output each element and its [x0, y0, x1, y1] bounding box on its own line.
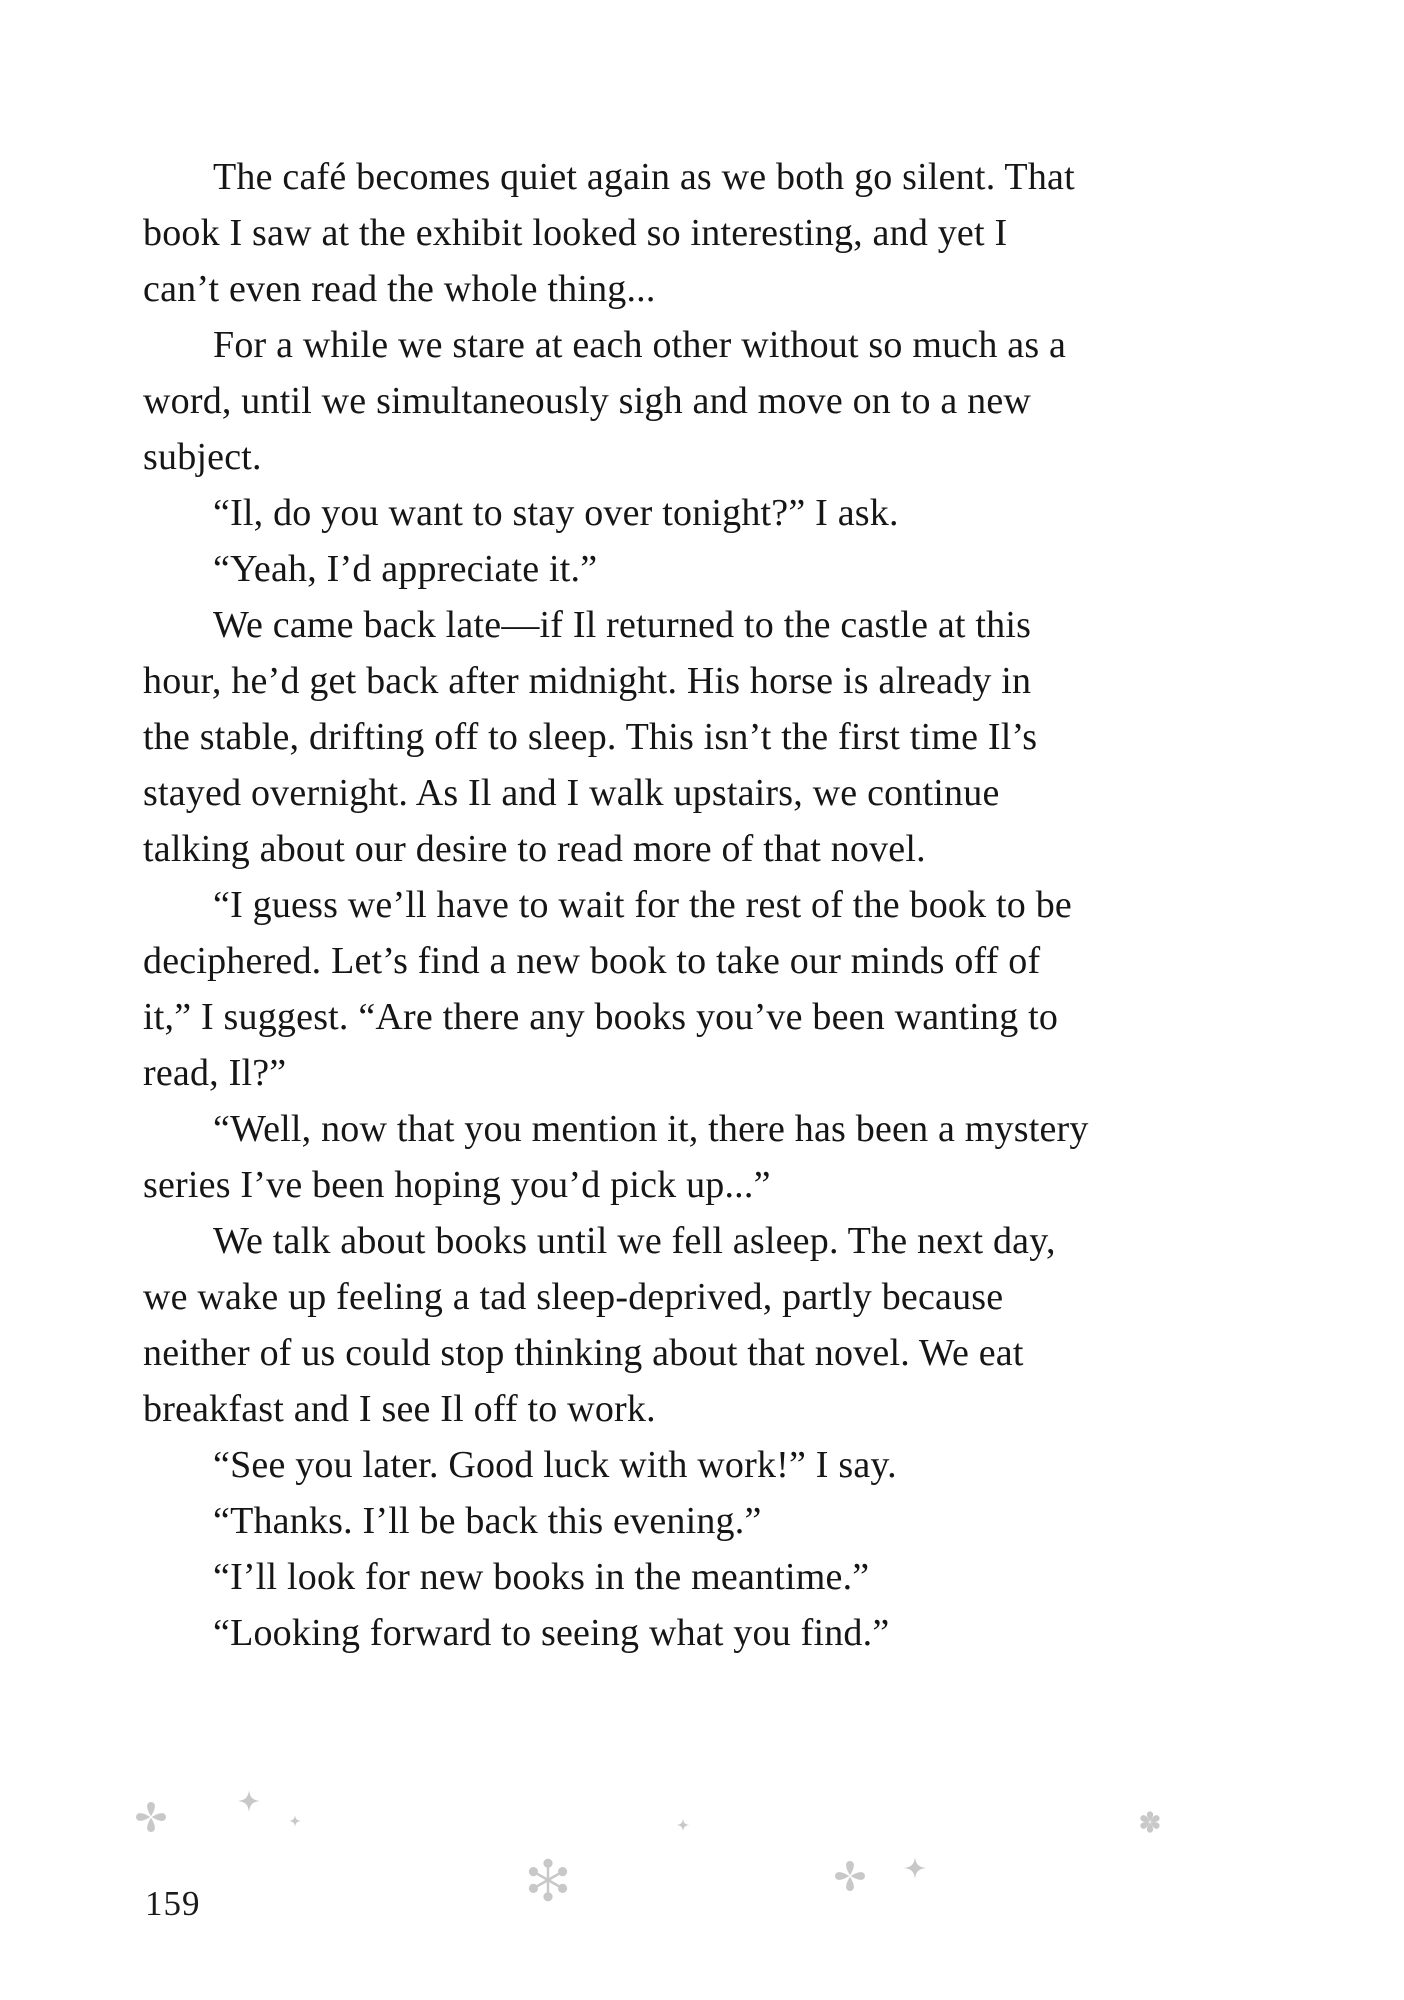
text-line: hour, he’d get back after midnight. His horse is already in — [143, 660, 1032, 702]
text-line: “I guess we’ll have to wait for the rest of the book to be — [213, 884, 1072, 926]
page-text — [143, 149, 1263, 1661]
paragraph — [143, 1549, 1263, 1605]
text-line: neither of us could stop thinking about that novel. We eat — [143, 1332, 1024, 1374]
paragraph — [143, 149, 1263, 317]
paragraph — [143, 1493, 1263, 1549]
text-line: “Looking forward to seeing what you find.” — [213, 1612, 890, 1654]
text-line: We talk about books until we fell asleep. The next day, — [213, 1220, 1056, 1262]
text-line: “I’ll look for new books in the meantime.” — [213, 1556, 870, 1598]
text-line: series I’ve been hoping you’d pick up...” — [143, 1164, 771, 1206]
paragraph — [143, 1213, 1263, 1437]
cross-sparkle-icon — [133, 1799, 169, 1835]
paragraph — [143, 877, 1263, 1101]
text-line: The café becomes quiet again as we both go silent. That — [213, 156, 1075, 198]
text-line: subject. — [143, 436, 262, 478]
paragraph — [143, 485, 1263, 541]
text-line: “Il, do you want to stay over tonight?” I ask. — [213, 492, 899, 534]
paragraph — [143, 541, 1263, 597]
cross-sparkle-icon — [832, 1858, 868, 1894]
teardrop-asterisk-icon — [1137, 1809, 1163, 1835]
dot-snowflake-icon — [525, 1857, 571, 1903]
text-line: For a while we stare at each other without so much as a — [213, 324, 1067, 366]
text-line: we wake up feeling a tad sleep-deprived, partly because — [143, 1276, 1004, 1318]
paragraph — [143, 1101, 1263, 1213]
text-line: “See you later. Good luck with work!” I say. — [213, 1444, 897, 1486]
text-line: can’t even read the whole thing... — [143, 268, 656, 310]
text-line: word, until we simultaneously sigh and move on to a new — [143, 380, 1032, 422]
text-line: deciphered. Let’s find a new book to take our minds off of — [143, 940, 1041, 982]
text-line: the stable, drifting off to sleep. This isn’t the first time Il’s — [143, 716, 1038, 758]
four-point-star-icon — [676, 1818, 690, 1832]
text-line: “Thanks. I’ll be back this evening.” — [213, 1500, 762, 1542]
paragraph — [143, 597, 1263, 877]
paragraph — [143, 317, 1263, 485]
paragraph — [143, 1605, 1263, 1661]
text-line: it,” I suggest. “Are there any books you’ve been wanting to — [143, 996, 1059, 1038]
text-line: breakfast and I see Il off to work. — [143, 1388, 656, 1430]
four-point-star-icon — [289, 1815, 302, 1828]
text-line: book I saw at the exhibit looked so interesting, and yet I — [143, 212, 1008, 254]
text-line: We came back late—if Il returned to the castle at this — [213, 604, 1032, 646]
paragraph — [143, 1437, 1263, 1493]
text-line: stayed overnight. As Il and I walk upstairs, we continue — [143, 772, 1000, 814]
page-number: 159 — [145, 1884, 201, 1923]
four-point-star-icon — [237, 1789, 261, 1813]
text-line: “Well, now that you mention it, there has been a mystery — [213, 1108, 1089, 1150]
four-point-star-icon — [903, 1856, 927, 1880]
text-line: “Yeah, I’d appreciate it.” — [213, 548, 598, 590]
text-line: read, Il?” — [143, 1052, 287, 1094]
text-line: talking about our desire to read more of that novel. — [143, 828, 926, 870]
